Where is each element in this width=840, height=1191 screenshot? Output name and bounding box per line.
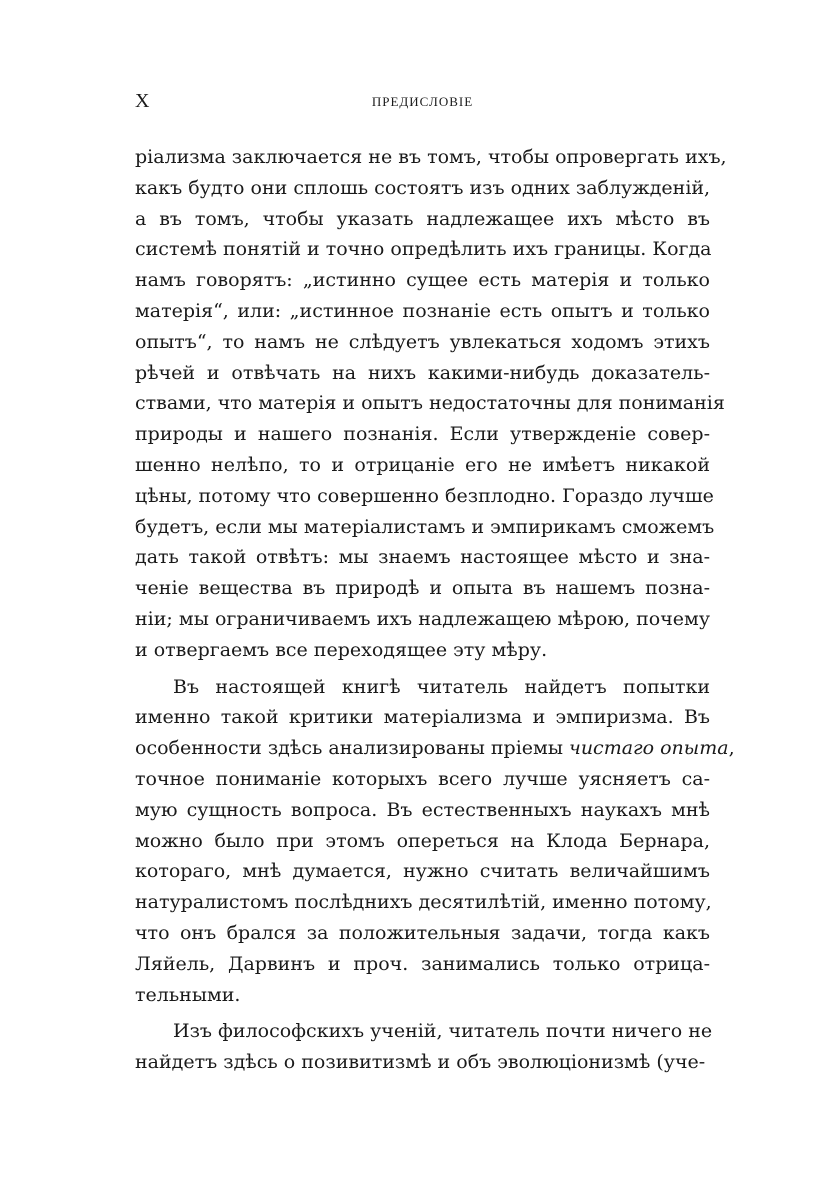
paragraph: [135, 142, 727, 666]
text-line: какъ будто они сплошь состоятъ изъ одних заблужденій,: [135, 176, 711, 199]
text-line: ченіе вещества въ природѣ и опыта въ нашемъ позна-: [135, 577, 710, 600]
text-line: ствами, что матерія и опытъ недостаточны для пониманія: [135, 392, 725, 415]
text-line: натуралистомъ послѣднихъ десятилѣтій, именно потому,: [135, 891, 712, 914]
text-line: тельными.: [135, 983, 241, 1006]
text-line: и отвергаемъ все переходящее эту мѣру.: [135, 638, 548, 661]
emphasis: чистаго опыта: [569, 737, 729, 760]
text-line: будетъ, если мы матеріалистамъ и эмпирикамъ сможемъ: [135, 515, 715, 538]
text-line: особенности здѣсь анализированы пріемы чистаго опыта,: [135, 737, 735, 760]
text-line: системѣ понятій и точно опредѣлить ихъ границы. Когда: [135, 238, 712, 261]
text-line: дать такой отвѣтъ: мы знаемъ настоящее мѣсто и зна-: [135, 546, 710, 569]
text-line: точное пониманіе которыхъ всего лучше уясняетъ са-: [135, 767, 710, 790]
running-title: ПРЕДИСЛОВІЕ: [371, 94, 474, 109]
text-line: опытъ“, то намъ не слѣдуетъ увлекаться ходомъ этихъ: [135, 330, 710, 353]
text-line: шенно нелѣпо, то и отрицаніе его не имѣетъ никакой: [135, 453, 710, 476]
text-line: ріализма заключается не въ томъ, чтобы опровергать ихъ,: [135, 146, 727, 168]
text-line: ніи; мы ограничиваемъ ихъ надлежащею мѣрою, почему: [135, 607, 710, 630]
text-line: что онъ брался за положительныя задачи, тогда какъ: [135, 921, 710, 944]
paragraph: [135, 672, 735, 1011]
text-line: мую сущность вопроса. Въ естественныхъ наукахъ мнѣ: [135, 798, 710, 821]
page-header: [135, 90, 710, 114]
text-line: Изъ философскихъ ученій, читатель почти ничего не: [173, 1020, 713, 1043]
text-line: котораго, мнѣ думается, нужно считать величайшимъ: [135, 860, 710, 883]
text-line: Ляйель, Дарвинъ и проч. занимались только отрица-: [135, 952, 710, 975]
text-line: цѣны, потому что совершенно безплодно. Гораздо лучше: [135, 484, 714, 507]
paragraph: [135, 1016, 713, 1078]
text-line: рѣчей и отвѣчать на нихъ какими-нибудь доказатель-: [135, 361, 710, 384]
text-line: природы и нашего познанія. Если утвержденіе совер-: [135, 423, 710, 446]
body-text: [135, 142, 735, 1078]
text-line: найдетъ здѣсь о позивитизмѣ и объ эволюціонизмѣ (уче-: [135, 1051, 706, 1074]
page-number: X: [135, 90, 150, 112]
text-line: намъ говорятъ: „истинно сущее есть матерія и только: [135, 269, 710, 292]
text-line: можно было при этомъ опереться на Клода Бернара,: [135, 829, 710, 852]
text-line: матерія“, или: „истинное познаніе есть опытъ и только: [135, 299, 710, 322]
text-line: а въ томъ, чтобы указать надлежащее ихъ мѣсто въ: [135, 207, 710, 230]
text-line: именно такой критики матеріализма и эмпиризма. Въ: [135, 706, 710, 729]
text-line: Въ настоящей книгѣ читатель найдетъ попытки: [173, 675, 710, 698]
